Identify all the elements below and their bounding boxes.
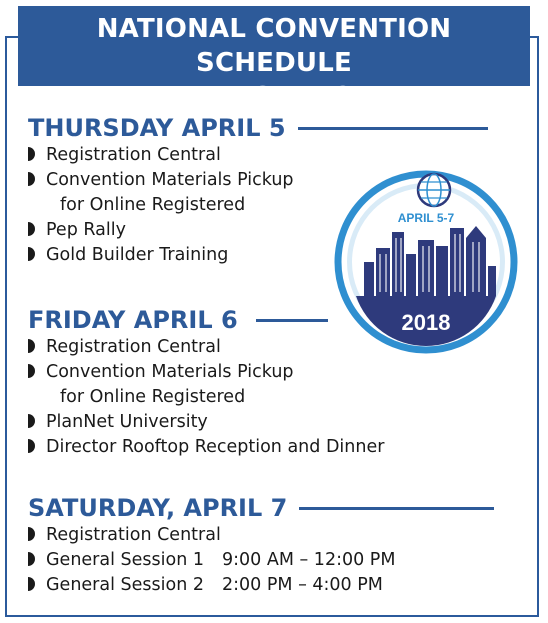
schedule-item-continued [28,385,384,410]
bullet-icon [28,222,35,236]
schedule-item [28,360,384,385]
schedule-item [28,573,494,598]
item-label: Registration Central [46,145,221,165]
day-heading [28,113,488,143]
bullet-icon [28,247,35,261]
item-label: Director Rooftop Reception and Dinner [46,437,385,457]
schedule-item [28,335,384,360]
bullet-icon [28,527,35,541]
bullet-icon [28,552,35,566]
item-label-continued: for Online Registered [60,195,246,215]
heading-rule [299,507,494,510]
schedule-item [28,410,384,435]
schedule-item [28,143,488,168]
schedule-item [28,523,494,548]
item-label: Convention Materials Pickup [46,362,294,382]
title-line-2: “AT A GLANCE” [161,82,387,112]
item-label: Registration Central [46,337,221,357]
item-label: PlanNet University [46,412,208,432]
heading-rule [256,319,328,322]
title-line-1: NATIONAL CONVENTION SCHEDULE [96,14,452,78]
day-heading [28,493,494,523]
bullet-icon [28,577,35,591]
title-banner [18,6,530,112]
bullet-icon [28,364,35,378]
globe-icon [418,174,450,206]
item-label-continued: for Online Registered [60,387,246,407]
item-label: Registration Central [46,525,221,545]
day-title: FRIDAY APRIL 6 [28,306,238,334]
day-section-saturday [28,493,494,598]
schedule-item [28,548,494,573]
item-label: General Session 1 [46,550,204,570]
day-heading [28,305,384,335]
item-label: Gold Builder Training [46,245,229,265]
item-label: General Session 2 [46,575,204,595]
schedule-item [28,435,384,460]
convention-logo [334,170,518,354]
bullet-icon [28,172,35,186]
item-label: Pep Rally [46,220,126,240]
day-title: THURSDAY APRIL 5 [28,114,286,142]
logo-dates: APRIL 5-7 [397,211,455,225]
day-section-friday [28,305,384,460]
item-time: 2:00 PM – 4:00 PM [222,575,383,595]
day-title: SATURDAY, APRIL 7 [28,494,288,522]
bullet-icon [28,147,35,161]
bullet-icon [28,439,35,453]
item-time: 9:00 AM – 12:00 PM [222,550,396,570]
bullet-icon [28,339,35,353]
logo-year: 2018 [401,310,451,335]
bullet-icon [28,414,35,428]
item-label: Convention Materials Pickup [46,170,294,190]
heading-rule [298,127,488,130]
